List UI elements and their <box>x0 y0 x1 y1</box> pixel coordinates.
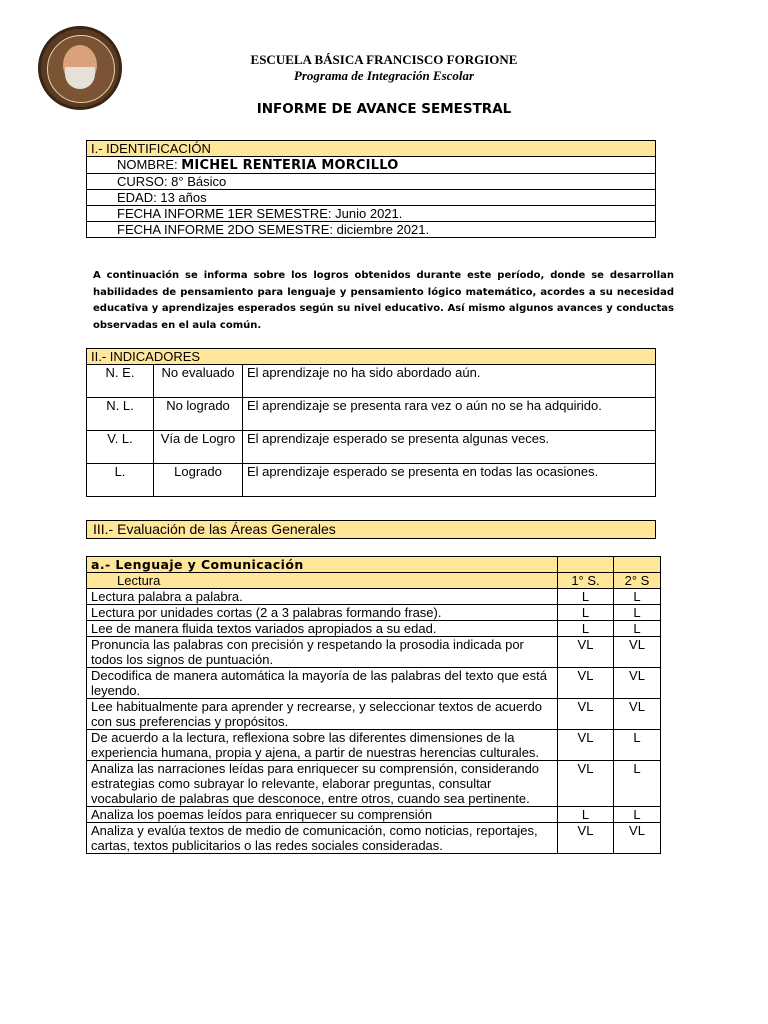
table-row <box>87 668 661 699</box>
evaluation-table <box>86 556 661 854</box>
report-date-2: FECHA INFORME 2DO SEMESTRE: diciembre 2021. <box>87 222 656 238</box>
semester-1-value: L <box>558 605 614 621</box>
intro-paragraph: A continuación se informa sobre los logros obtenidos durante este período, donde se desarrollan habilidades de pensamiento para lenguaje y pensamiento lógico matemático, acordes a su necesidad educativa y aprendizajes esperados según su nivel educativo. Así mismo algunos avances y conductas observadas en el aula común. <box>93 270 674 331</box>
semester-1-value: VL <box>558 637 614 668</box>
report-title: INFORME DE AVANCE SEMESTRAL <box>256 101 512 117</box>
semester-2-value: L <box>614 605 661 621</box>
indicator-row <box>87 365 656 398</box>
school-name: ESCUELA BÁSICA FRANCISCO FORGIONE <box>250 52 518 67</box>
table-row <box>87 823 661 854</box>
indicator-row <box>87 398 656 431</box>
criterion-text: Lectura por unidades cortas (2 a 3 palabras formando frase). <box>87 605 558 621</box>
criterion-text: De acuerdo a la lectura, reflexiona sobre las diferentes dimensiones de la experiencia humana, propia y ajena, a partir de nuestras herencias culturales. <box>87 730 558 761</box>
indicator-desc: El aprendizaje esperado se presenta algunas veces. <box>243 431 656 464</box>
criterion-text: Analiza los poemas leídos para enriquecer su comprensión <box>87 807 558 823</box>
indicator-label: No logrado <box>154 398 243 431</box>
semester-2-value: VL <box>614 823 661 854</box>
table-row <box>87 589 661 605</box>
table-row <box>87 761 661 807</box>
indicator-desc: El aprendizaje esperado se presenta en todas las ocasiones. <box>243 464 656 497</box>
indicators-title: II.- INDICADORES <box>87 349 656 365</box>
semester-1-value: L <box>558 807 614 823</box>
indicator-row <box>87 431 656 464</box>
student-course: CURSO: 8° Básico <box>87 174 656 190</box>
criterion-text: Decodifica de manera automática la mayoría de las palabras del texto que está leyendo. <box>87 668 558 699</box>
subarea-title: Lectura <box>87 573 558 589</box>
semester-1-value: VL <box>558 699 614 730</box>
criterion-text: Lee de manera fluida textos variados apropiados a su edad. <box>87 621 558 637</box>
semester-1-header: 1° S. <box>558 573 614 589</box>
semester-2-value: VL <box>614 668 661 699</box>
criterion-text: Lectura palabra a palabra. <box>87 589 558 605</box>
semester-2-value: L <box>614 807 661 823</box>
identification-title: I.- IDENTIFICACIÓN <box>87 141 656 157</box>
indicator-code: L. <box>87 464 154 497</box>
semester-2-value: L <box>614 589 661 605</box>
identification-table <box>86 140 656 238</box>
area-title: a.- Lenguaje y Comunicación <box>87 557 558 573</box>
student-name: NOMBRE: MICHEL RENTERIA MORCILLO <box>87 157 656 174</box>
indicator-label: Vía de Logro <box>154 431 243 464</box>
semester-1-value: L <box>558 589 614 605</box>
semester-1-value: VL <box>558 761 614 807</box>
semester-1-value: VL <box>558 823 614 854</box>
program-name: Programa de Integración Escolar <box>293 68 475 83</box>
student-age: EDAD: 13 años <box>87 190 656 206</box>
indicators-table <box>86 348 656 497</box>
semester-2-value: L <box>614 621 661 637</box>
semester-2-header: 2° S <box>614 573 661 589</box>
semester-1-value: VL <box>558 668 614 699</box>
indicator-label: Logrado <box>154 464 243 497</box>
semester-1-value: L <box>558 621 614 637</box>
table-row <box>87 730 661 761</box>
criterion-text: Lee habitualmente para aprender y recrearse, y seleccionar textos de acuerdo con sus preferencias y propósitos. <box>87 699 558 730</box>
indicator-row <box>87 464 656 497</box>
table-row <box>87 637 661 668</box>
indicator-desc: El aprendizaje no ha sido abordado aún. <box>243 365 656 398</box>
semester-2-value: L <box>614 730 661 761</box>
criterion-text: Analiza y evalúa textos de medio de comunicación, como noticias, reportajes, cartas, textos publicitarios o las redes sociales consideradas. <box>87 823 558 854</box>
section3-title: III.- Evaluación de las Áreas Generales <box>86 520 656 539</box>
table-row <box>87 605 661 621</box>
semester-1-value: VL <box>558 730 614 761</box>
indicator-code: V. L. <box>87 431 154 464</box>
indicator-desc: El aprendizaje se presenta rara vez o aún no se ha adquirido. <box>243 398 656 431</box>
semester-2-value: L <box>614 761 661 807</box>
semester-2-value: VL <box>614 699 661 730</box>
table-row <box>87 621 661 637</box>
semester-2-value: VL <box>614 637 661 668</box>
indicator-label: No evaluado <box>154 365 243 398</box>
table-row <box>87 699 661 730</box>
criterion-text: Analiza las narraciones leídas para enriquecer su comprensión, considerando estrategias como subrayar lo relevante, elaborar preguntas, consultar vocabulario de palabras que desconoce, entre otros, cuando sea pertinente. <box>87 761 558 807</box>
report-date-1: FECHA INFORME 1ER SEMESTRE: Junio 2021. <box>87 206 656 222</box>
table-row <box>87 807 661 823</box>
indicator-code: N. L. <box>87 398 154 431</box>
criterion-text: Pronuncia las palabras con precisión y respetando la prosodia indicada por todos los signos de puntuación. <box>87 637 558 668</box>
indicator-code: N. E. <box>87 365 154 398</box>
